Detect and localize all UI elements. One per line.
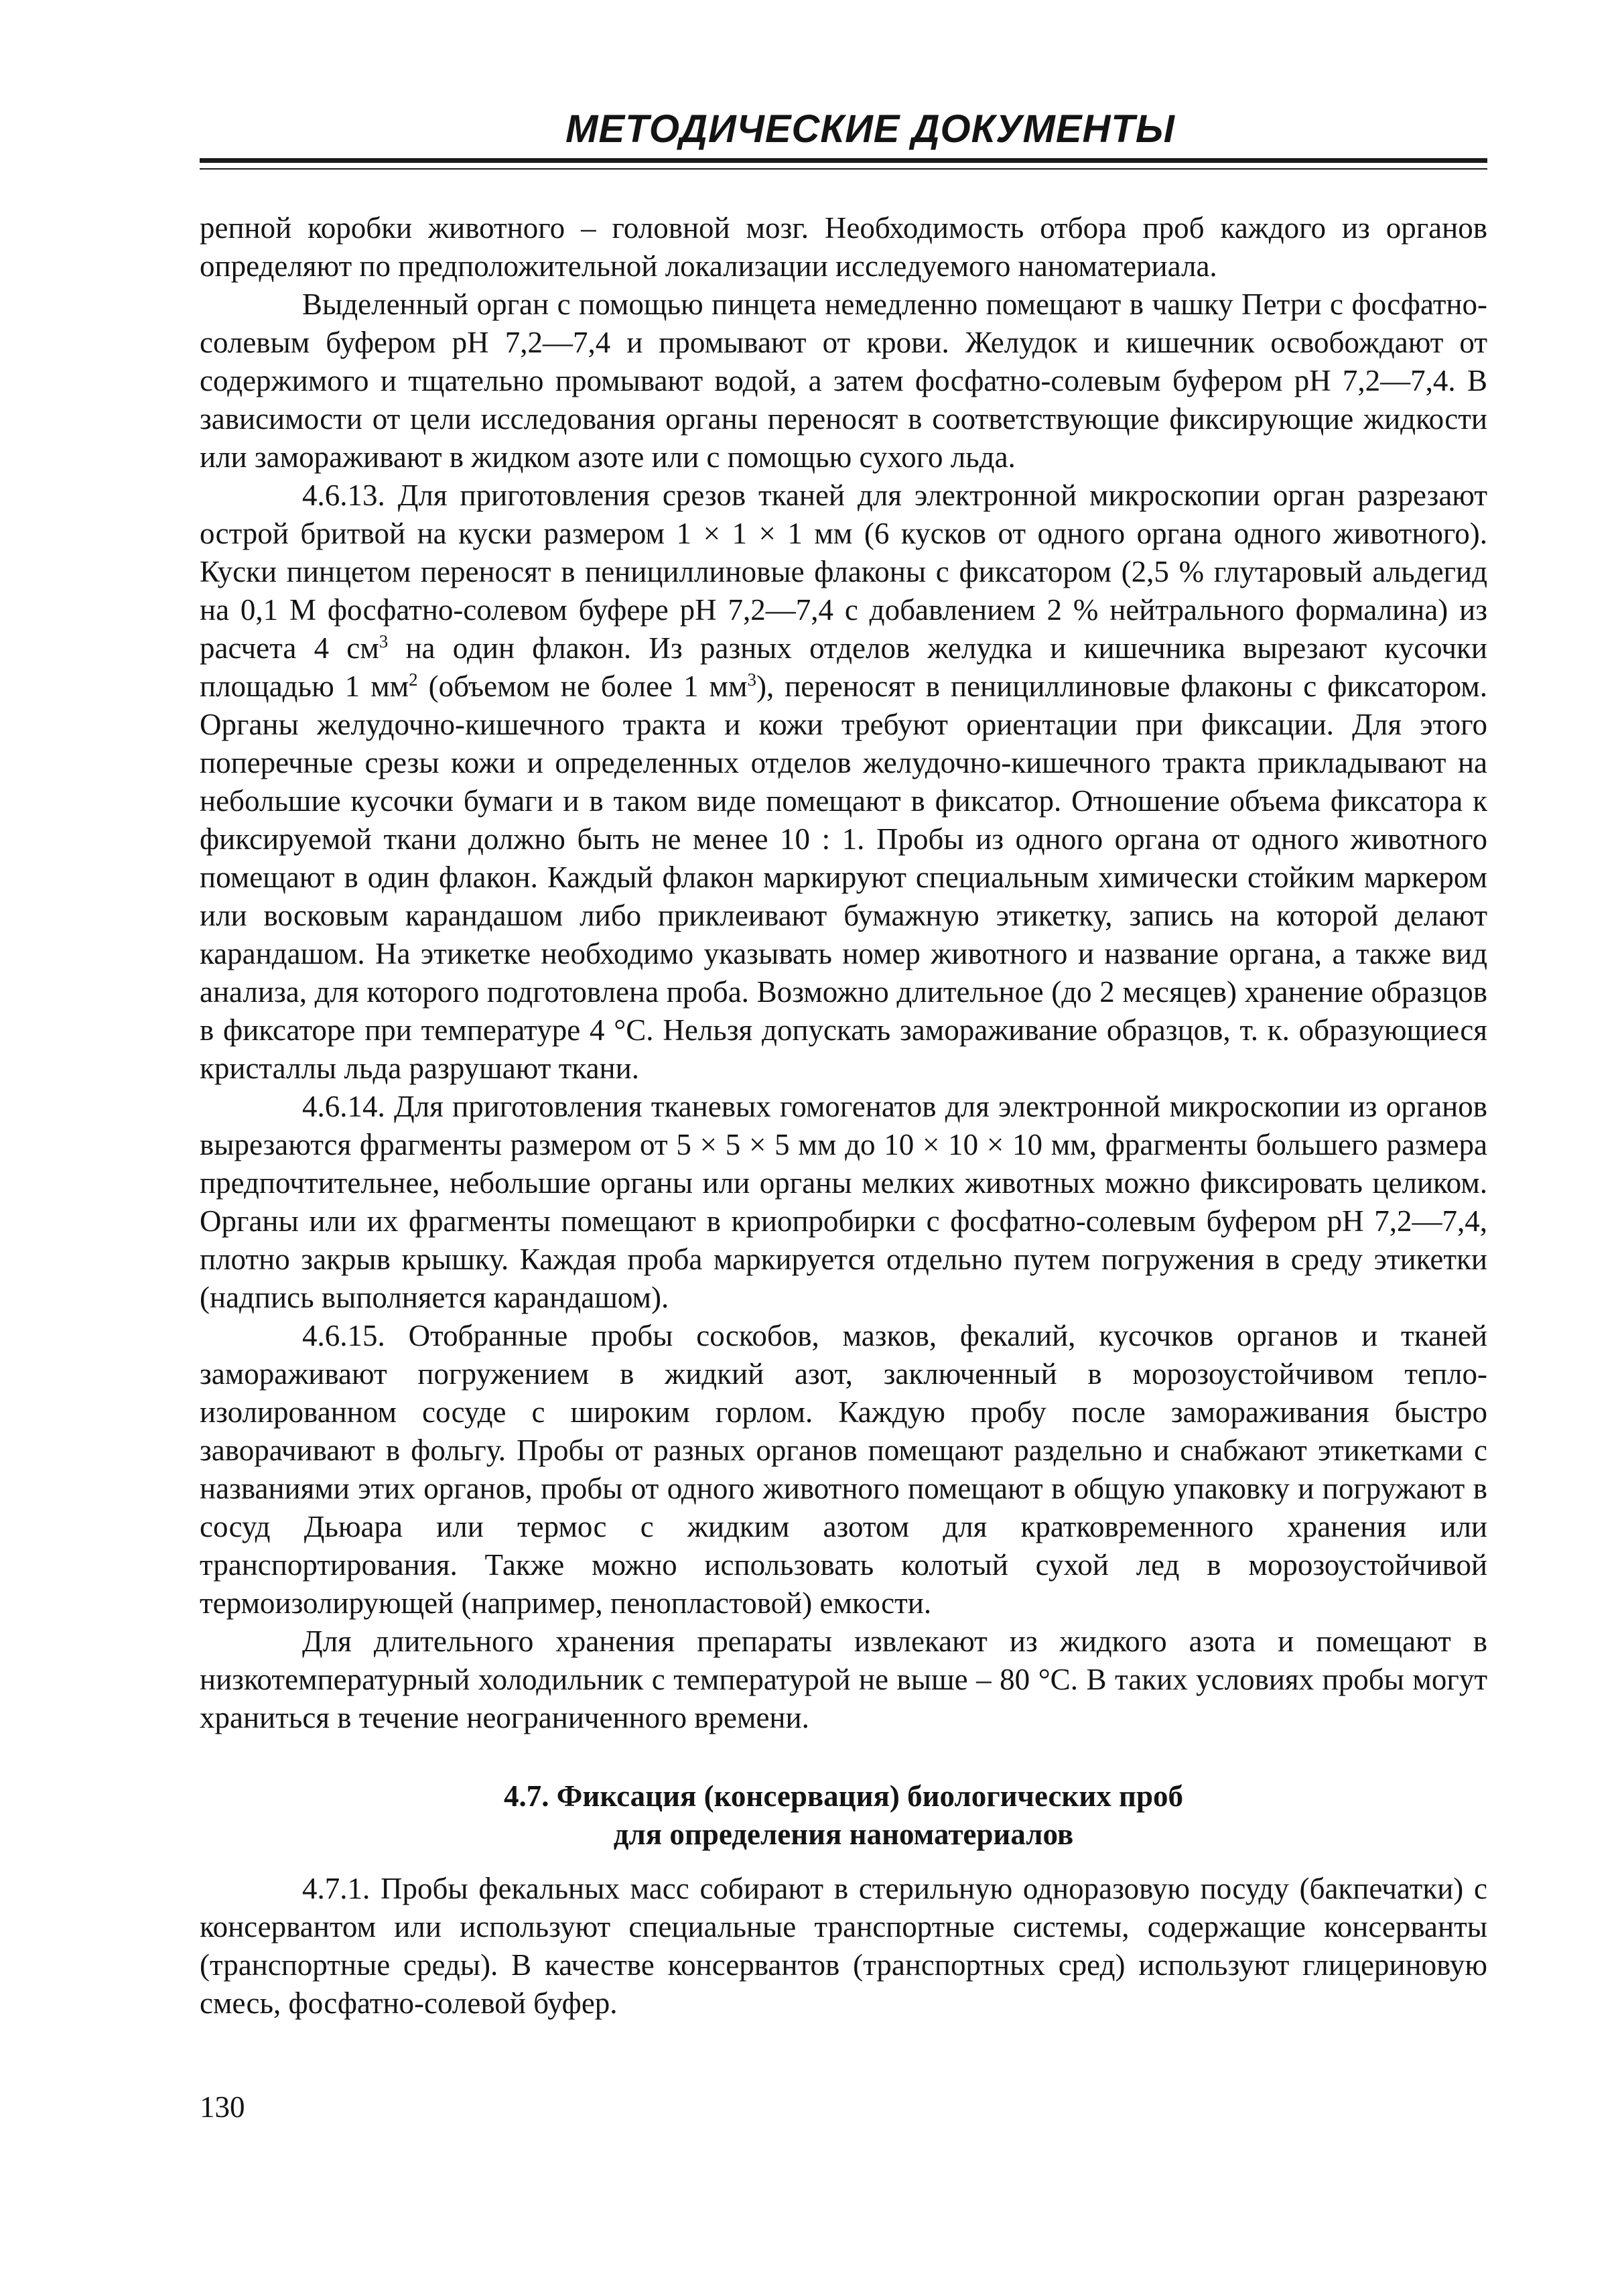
paragraph-4-6-13-part-a: 4.6.13. Для приготовления срезов тканей для электронной микроскопии орган разрезают острой бритвой на куски размером 1 × 1 × 1 мм (6 кусков от одного органа одного животного). Куски пинцетом переносят в пенициллиновые флаконы с фиксатором (2,5 % глутаровый альдегид на 0,1 М фосфатно-солевом буфере pH 7,2—7,4 с добавлением 2 % нейтрального формалина) из расчета 4 см: [200, 479, 1487, 665]
superscript-cm3: 3: [379, 631, 389, 651]
paragraph-4-6-13: [200, 476, 1487, 1088]
header-rule-thick: [200, 158, 1487, 163]
paragraph-4-6-13-part-d: ), переносят в пенициллиновые флаконы с фиксатором. Органы желудочно-кишечного тракта и кожи требуют ориентации при фиксации. Для этого поперечные срезы кожи и определенных отделов желудочно-кишечного тракта прикладывают на небольшие кусочки бумаги и в таком виде помещают в фиксатор. Отношение объема фиксатора к фиксируемой ткани должно быть не менее 10 : 1. Пробы из одного органа от одного животного помещают в один флакон. Каждый флакон маркируют специальным химически стойким маркером или восковым карандашом либо приклеивают бумажную этикетку, запись на которой делают карандашом. На этикетке необходимо указывать номер животного и название органа, а также вид анализа, для которого подготовлена проба. Возможно длительное (до 2 месяцев) хранение образцов в фиксаторе при температуре 4 °С. Нельзя допускать замораживание образцов, т. к. образующиеся кристаллы льда разрушают ткани.: [200, 669, 1488, 1085]
paragraph-4-6-13-part-c: (объемом не более 1 мм: [417, 669, 748, 703]
section-heading-4-7: [200, 1777, 1487, 1854]
page-body: [200, 209, 1487, 2023]
section-heading-line-2: для определения наноматериалов: [613, 1817, 1074, 1851]
paragraph-4-6-15: 4.6.15. Отобранные пробы соскобов, мазков, фекалий, кусочков органов и тканей замораживают погружением в жидкий азот, заключенный в морозоустойчивом теплоизолированном сосуде с широким горлом. Каждую пробу после замораживания быстро заворачивают в фольгу. Пробы от разных органов помещают раздельно и снабжают этикетками с названиями этих органов, пробы от одного животного помещают в общую упаковку и погружают в сосуд Дьюара или термос с жидким азотом для кратковременного хранения или транспортирования. Также можно использовать колотый сухой лед в морозоустойчивой термоизолирующей (например, пенопластовой) емкости.: [200, 1319, 1487, 1620]
superscript-mm2: 2: [409, 669, 418, 690]
paragraph-organ-washing: Выделенный орган с помощью пинцета немедленно помещают в чашку Петри с фосфатно-солевым буфером pH 7,2—7,4 и промывают от крови. Желудок и кишечник освобождают от содержимого и тщательно промывают водой, а затем фосфатно-солевым буфером pH 7,2—7,4. В зависимости от цели исследования органы переносят в соответствующие фиксирующие жидкости или замораживают в жидком азоте или с помощью сухого льда.: [200, 288, 1487, 474]
running-header-title: МЕТОДИЧЕСКИЕ ДОКУМЕНТЫ: [565, 107, 1175, 151]
paragraph-4-6-13-part-b: на один флакон. Из разных отделов желудка и кишечника вырезают кусочки площадью 1 мм: [200, 631, 1487, 703]
paragraph-continuation: репной коробки животного – головной мозг. Необходимость отбора проб каждого из органов определяют по предположительной локализации исследуемого наноматериала.: [200, 211, 1487, 283]
paragraph-4-6-14: 4.6.14. Для приготовления тканевых гомогенатов для электронной микроскопии из органов вырезаются фрагменты размером от 5 × 5 × 5 мм до 10 × 10 × 10 мм, фрагменты большего размера предпочтительнее, небольшие органы или органы мелких животных можно фиксировать целиком. Органы или их фрагменты помещают в криопробирки с фосфатно-солевым буфером pH 7,2—7,4, плотно закрыв крышку. Каждая проба маркируется отдельно путем погружения в среду этикетки (надпись выполняется карандашом).: [200, 1090, 1487, 1314]
section-heading-line-1: 4.7. Фиксация (консервация) биологических проб: [504, 1779, 1183, 1813]
running-header: [200, 107, 1487, 170]
superscript-mm3: 3: [747, 669, 756, 690]
page-number: 130: [200, 2090, 245, 2124]
paragraph-4-7-1: 4.7.1. Пробы фекальных масс собирают в стерильную одноразовую посуду (бакпечатки) с консервантом или используют специальные транспортные системы, содержащие консерванты (транспортные среды). В качестве консервантов (транспортных сред) используют глицериновую смесь, фосфатно-солевой буфер.: [200, 1872, 1487, 2020]
paragraph-long-storage: Для длительного хранения препараты извлекают из жидкого азота и помещают в низкотемпературный холодильник с температурой не выше – 80 °С. В таких условиях пробы могут храниться в течение неограниченного времени.: [200, 1624, 1487, 1734]
header-rule-thin: [200, 168, 1487, 170]
